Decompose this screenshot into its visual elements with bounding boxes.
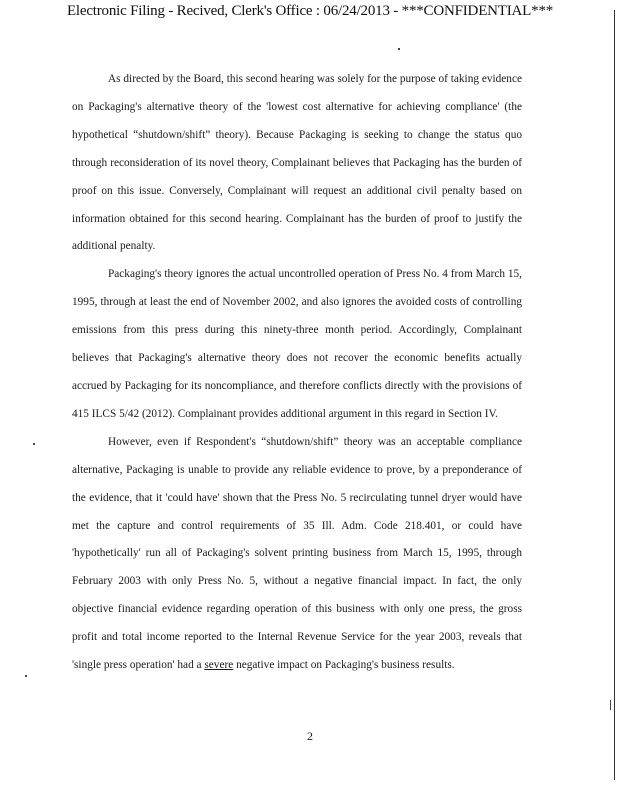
emphasized-word: severe: [204, 659, 234, 672]
filing-stamp-header: Electronic Filing - Recived, Clerk's Office : 06/24/2013 - ***CONFIDENTIAL***: [66, 3, 554, 19]
scan-speck: [398, 48, 400, 50]
scan-speck: [25, 675, 27, 677]
scan-edge-line: [614, 10, 615, 780]
paragraph-shutdown-shift: [72, 429, 522, 680]
page-number: 2: [307, 729, 313, 743]
document-body: [72, 66, 522, 680]
paragraph-text: However, even if Respondent's “shutdown/shift” theory was an acceptable compliance alternative, Packaging is unable to provide any reliable evidence to prove, by a preponderance of the evidence, that it 'could have' shown that the Press No. 5 recirculating tunnel dryer would have met the capture and control requirements of 35 Ill. Adm. Code 218.401, or could have 'hypothetically' run all of Packaging's solvent printing business from March 15, 1995, through February 2003 with only Press No. 5, without a negative financial impact. In fact, the only objective financial evidence regarding operation of this business with only one press, the gross profit and total income reported to the Internal Revenue Service for the year 2003, reveals that 'single press operation' had a: [72, 435, 522, 672]
paragraph-burden-of-proof: As directed by the Board, this second hearing was solely for the purpose of taking evidence on Packaging's alternative theory of the 'lowest cost alternative for achieving compliance' (the hypothetical “shutdown/shift” theory). Because Packaging is seeking to change the status quo through reconsideration of its novel theory, Complainant believes that Packaging has the burden of proof on this issue. Conversely, Complainant will request an additional civil penalty based on information obtained for this second hearing. Complainant has the burden of proof to justify the additional penalty.: [72, 73, 522, 253]
paragraph-text: negative impact on Packaging's business results.: [236, 659, 455, 672]
paragraph-press-4-theory: Packaging's theory ignores the actual uncontrolled operation of Press No. 4 from March 15, 1995, through at least the end of November 2002, and also ignores the avoided costs of controlling emissions from this press during this ninety-three month period. Accordingly, Complainant believes that Packaging's alternative theory does not recover the economic benefits actually accrued by Packaging for its noncompliance, and therefore conflicts directly with the provisions of 415 ILCS 5/42 (2012). Complainant provides additional argument in this regard in Section IV.: [72, 268, 522, 420]
scan-speck: [610, 700, 611, 710]
scan-speck: [33, 443, 35, 445]
